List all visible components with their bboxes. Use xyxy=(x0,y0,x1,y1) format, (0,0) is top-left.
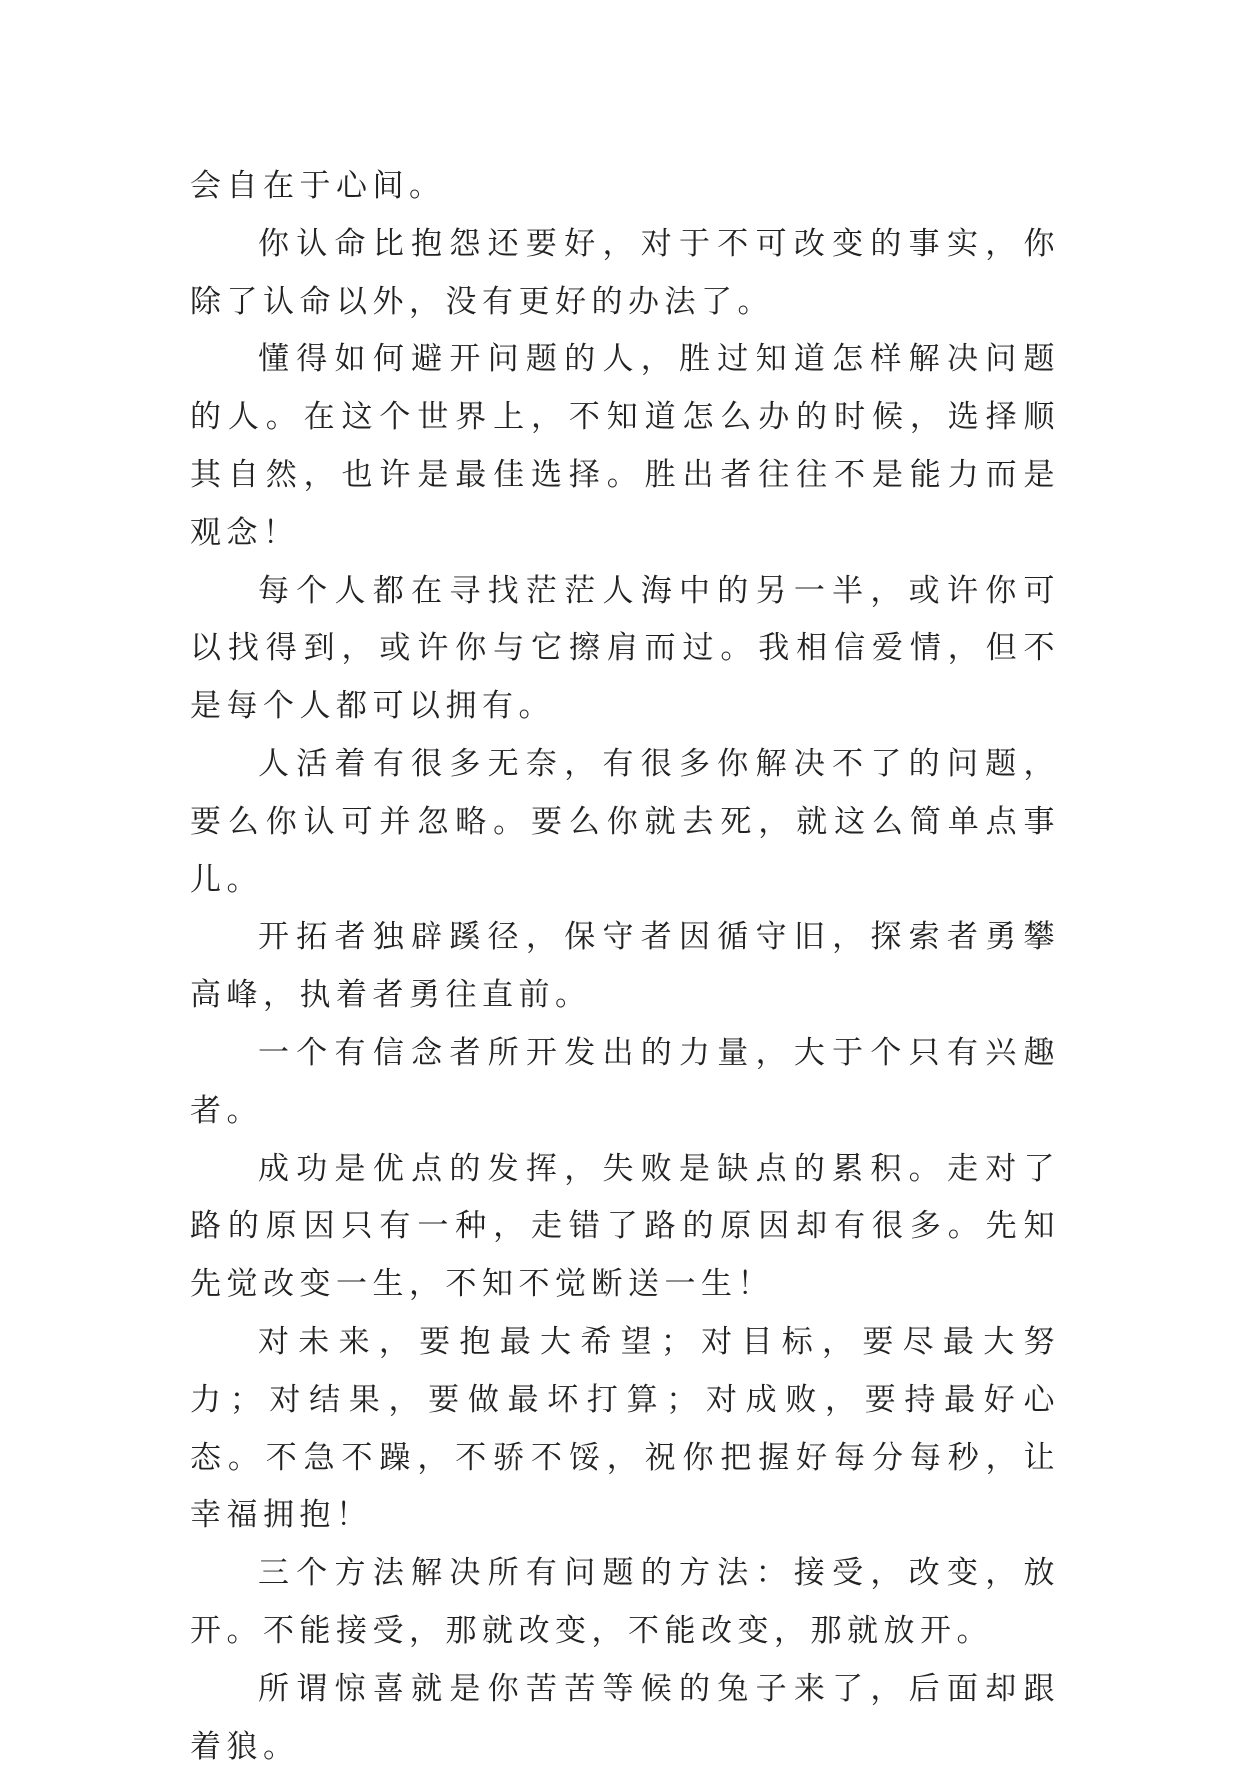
paragraph: 懂得如何避开问题的人，胜过知道怎样解决问题的人。在这个世界上，不知道怎么办的时候，选择顺其自然，也许是最佳选择。胜出者往往不是能力而是观念！ xyxy=(190,341,1060,551)
paragraph: 每个人都在寻找茫茫人海中的另一半，或许你可以找得到，或许你与它擦肩而过。我相信爱情，但不是每个人都可以拥有。 xyxy=(190,572,1060,725)
paragraph: 所谓惊喜就是你苦苦等候的兔子来了，后面却跟着狼。 xyxy=(190,1670,1060,1765)
paragraph: 三个方法解决所有问题的方法：接受，改变，放开。不能接受，那就改变，不能改变，那就放开。 xyxy=(190,1555,1060,1649)
document-body xyxy=(190,158,1060,1776)
paragraph-continuation: 会自在于心间。 xyxy=(190,168,446,204)
paragraph: 一个有信念者所开发出的力量，大于个只有兴趣者。 xyxy=(190,1034,1060,1129)
paragraph: 开拓者独辟蹊径，保守者因循守旧，探索者勇攀高峰，执着者勇往直前。 xyxy=(190,919,1060,1014)
paragraph: 人活着有很多无奈，有很多你解决不了的问题，要么你认可并忽略。要么你就去死，就这么简单点事儿。 xyxy=(190,745,1060,898)
paragraph: 对未来，要抱最大希望；对目标，要尽最大努力；对结果，要做最坏打算；对成败，要持最好心态。不急不躁，不骄不馁，祝你把握好每分每秒，让幸福拥抱！ xyxy=(190,1323,1060,1534)
paragraph: 你认命比抱怨还要好，对于不可改变的事实，你除了认命以外，没有更好的办法了。 xyxy=(190,225,1060,320)
paragraph: 成功是优点的发挥，失败是缺点的累积。走对了路的原因只有一种，走错了路的原因却有很多。先知先觉改变一生，不知不觉断送一生！ xyxy=(190,1150,1060,1303)
